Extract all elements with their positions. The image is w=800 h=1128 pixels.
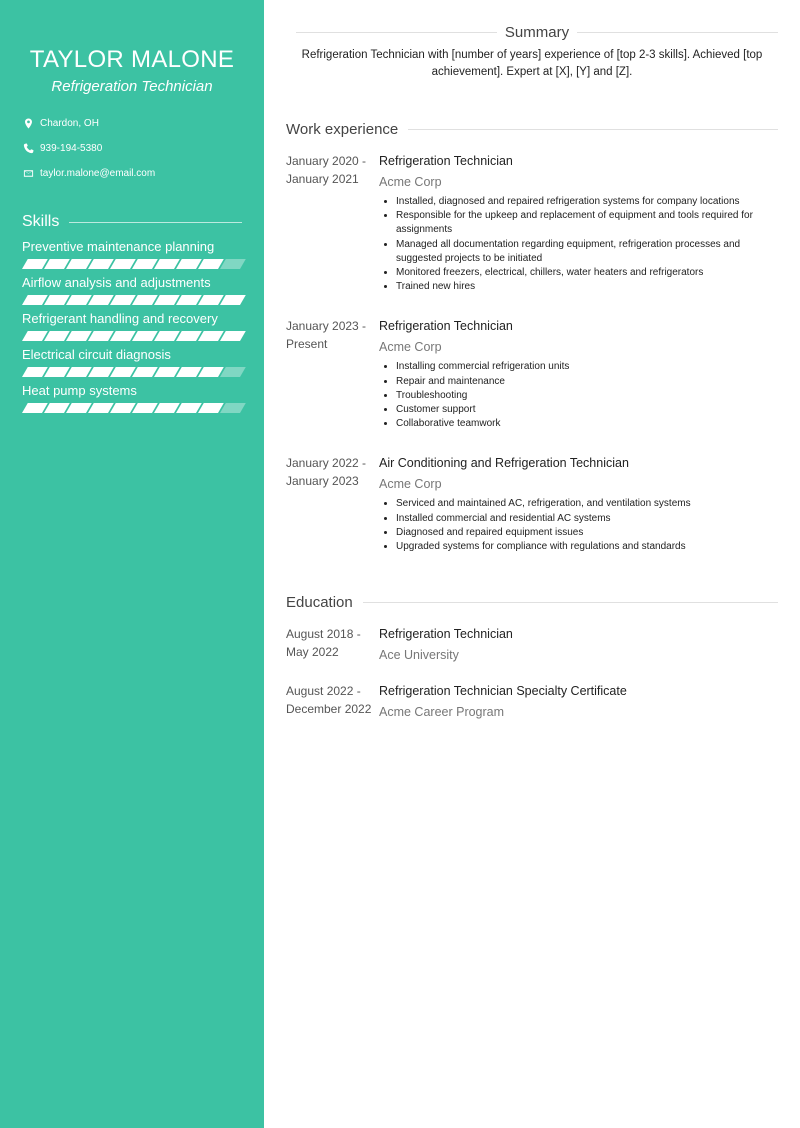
job-title: Refrigeration Technician [379, 319, 513, 334]
work-dates [286, 152, 379, 294]
skill-item [22, 311, 242, 341]
list-item: • Installed commercial and residential AC systems [396, 512, 778, 526]
skill-level-bar [22, 331, 242, 341]
work-heading-row [286, 121, 778, 138]
date-start: January 2020 - [286, 154, 367, 168]
skill-item [22, 347, 242, 377]
work-entry [286, 317, 778, 431]
email-text[interactable]: taylor.malone@email.com [40, 168, 156, 179]
list-item: • Troubleshooting [396, 389, 778, 403]
date-start: August 2022 - [286, 684, 361, 699]
skill-name: Heat pump systems [22, 383, 137, 398]
envelope-icon [22, 168, 34, 180]
contact-info [22, 117, 242, 180]
list-item: • Repair and maintenance [396, 375, 778, 389]
skills-list [22, 239, 242, 413]
employer: Acme Corp [379, 340, 442, 355]
map-pin-icon [22, 118, 34, 130]
location-text: Chardon, OH [40, 118, 99, 129]
skills-heading-row [22, 213, 242, 231]
work-entry [286, 454, 778, 554]
list-item: • Diagnosed and repaired equipment issues [396, 526, 778, 540]
date-start: January 2022 - [286, 456, 367, 471]
education-heading-row [286, 594, 778, 611]
date-start: January 2023 - [286, 319, 367, 334]
date-end: Present [286, 337, 328, 352]
school: Acme Career Program [379, 705, 505, 720]
work-heading: Work experience [286, 121, 399, 138]
main-content [286, 0, 778, 721]
list-item: • Installed, diagnosed and repaired refrigeration systems for company locations [396, 195, 778, 209]
school: Ace University [379, 648, 459, 663]
skill-level-bar [22, 259, 242, 269]
summary-heading-row [296, 24, 778, 41]
contact-location [22, 117, 242, 130]
skill-segment-empty [220, 259, 246, 269]
education-dates [286, 625, 379, 664]
work-details [379, 317, 778, 431]
education-divider [363, 602, 778, 603]
skill-segment-filled [220, 295, 246, 305]
education-heading: Education [286, 594, 353, 612]
candidate-name: TAYLOR MALONE [29, 46, 235, 73]
skill-item [22, 239, 242, 269]
skill-name: Preventive maintenance planning [22, 239, 215, 254]
list-item: • Serviced and maintained AC, refrigeration, and ventilation systems [396, 497, 778, 511]
work-dates [286, 317, 379, 431]
degree: Refrigeration Technician [379, 627, 513, 642]
sidebar [0, 0, 264, 1128]
skill-item [22, 275, 242, 305]
phone-text: 939-194-5380 [40, 143, 103, 154]
responsibilities-list [379, 195, 778, 294]
employer: Acme Corp [379, 175, 442, 189]
skill-segment-empty [220, 403, 246, 413]
skill-level-bar [22, 403, 242, 413]
date-end: December 2022 [286, 702, 372, 717]
summary-heading: Summary [504, 24, 570, 41]
work-divider [408, 129, 778, 130]
list-item: • Trained new hires [396, 280, 778, 294]
education-entry [286, 682, 778, 721]
education-details [379, 625, 778, 664]
date-start: August 2018 - [286, 627, 361, 642]
list-item: • Collaborative teamwork [396, 417, 778, 431]
skill-level-bar [22, 295, 242, 305]
skill-name: Refrigerant handling and recovery [22, 311, 218, 326]
list-item: • Monitored freezers, electrical, chillers, water heaters and refrigerators [396, 266, 778, 280]
employer: Acme Corp [379, 477, 442, 492]
job-title: Air Conditioning and Refrigeration Technician [379, 456, 629, 471]
work-details [379, 454, 778, 554]
summary-divider-left [296, 32, 497, 33]
skills-heading: Skills [22, 213, 60, 230]
skill-name: Airflow analysis and adjustments [22, 275, 211, 290]
skill-name: Electrical circuit diagnosis [22, 347, 171, 362]
responsibilities-list [379, 360, 778, 431]
date-end: January 2021 [286, 172, 359, 186]
education-dates [286, 682, 379, 721]
candidate-title: Refrigeration Technician [51, 78, 213, 95]
list-item: • Upgraded systems for compliance with regulations and standards [396, 540, 778, 554]
skills-divider [69, 222, 242, 223]
skill-segment-empty [220, 367, 246, 377]
skill-segment-filled [220, 331, 246, 341]
date-end: May 2022 [286, 645, 339, 660]
summary-divider-right [577, 32, 778, 33]
education-entry [286, 625, 778, 664]
contact-email [22, 167, 242, 180]
skill-item [22, 383, 242, 413]
job-title: Refrigeration Technician [379, 154, 513, 168]
responsibilities-list [379, 497, 778, 554]
list-item: • Responsible for the upkeep and replacement of equipment and tools required for assignments [396, 209, 778, 237]
list-item: • Installing commercial refrigeration units [396, 360, 778, 374]
contact-phone [22, 142, 242, 155]
work-details [379, 152, 778, 294]
list-item: • Customer support [396, 403, 778, 417]
date-end: January 2023 [286, 474, 359, 489]
summary-text: Refrigeration Technician with [number of years] experience of [top 2-3 skills]. Achieved [top achievement]. Expert at [X], [Y] and [Z]. [301, 49, 763, 78]
skill-level-bar [22, 367, 242, 377]
degree: Refrigeration Technician Specialty Certificate [379, 684, 627, 699]
work-entry [286, 152, 778, 294]
education-details [379, 682, 778, 721]
list-item: • Managed all documentation regarding equipment, refrigeration processes and suggested projects to be initiated [396, 238, 778, 266]
phone-icon [22, 143, 34, 155]
work-dates [286, 454, 379, 554]
